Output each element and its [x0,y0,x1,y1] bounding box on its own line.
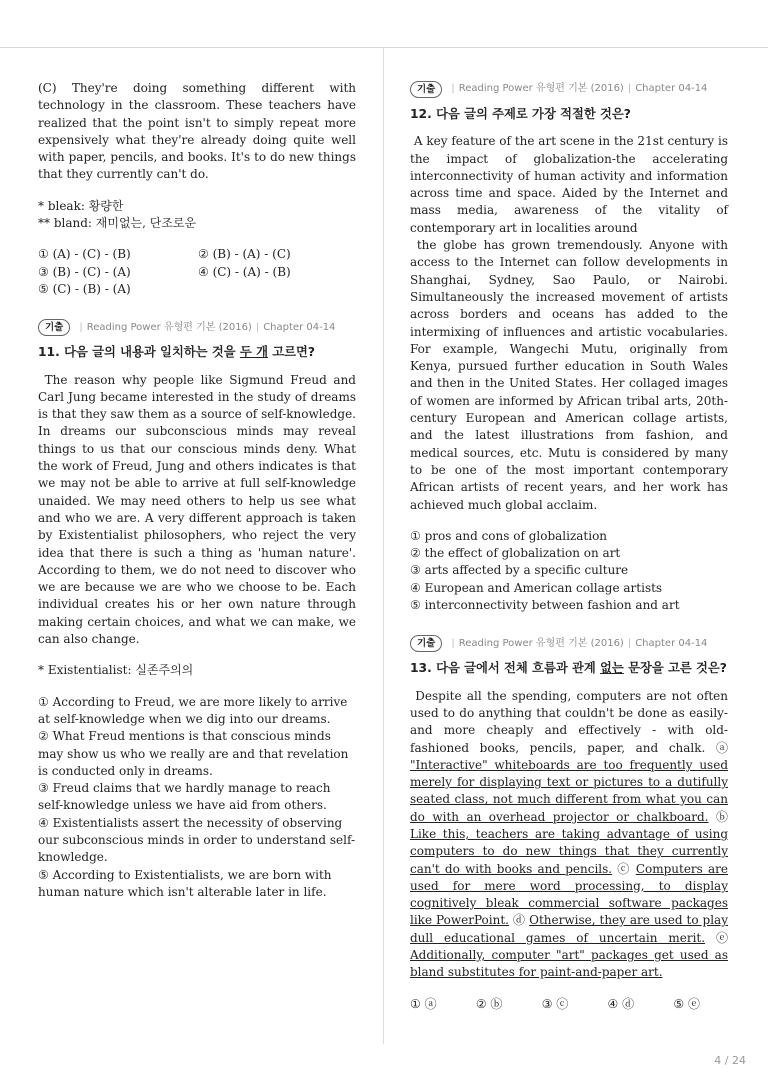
option-item: ① ⓐ [410,996,437,1011]
right-column [410,80,728,1013]
sentence-c: Computers are used for mere word processing, to display cognitively bleak commercial software packages like PowerPoint. [410,861,728,928]
page-number: 4 / 24 [714,1054,746,1067]
q11-title: 11. 다음 글의 내용과 일치하는 것을 두 개 고르면? [38,345,316,360]
option-item: ④ (C) - (A) - (B) [198,264,291,279]
exam-badge: 기출 [410,635,442,652]
option-item: ③ arts affected by a specific culture [410,563,629,578]
q13-source-line: 기출 | Reading Power 유형편 기본 (2016) | Chapter 04-14 [410,634,728,652]
q13-passage: Despite all the spending, computers are not often used to do anything that couldn't be done as easily- and more cheaply and effectively - with old-fashioned books, pencils, paper, and chalk. ⓐ "Interactive" whiteboards are too frequently used merely for displaying text or pictures to a dutifully seated class, not much different from what you can do with an overhead projector or chalkboard. ⓑ Like this, teachers are taking advantage of using computers to do new things that they currently can't do with books and pencils. ⓒ Computers are used for mere word processing, to display cognitively bleak commercial software packages like PowerPoint. ⓓ Otherwise, they are used to play dull educational games of uncertain merit. ⓔ Additionally, computer "art" packages get used as bland substitutes for paint-and-paper art. [410,688,728,980]
chapter-label: Chapter 04-14 [263,321,336,333]
header-rule [0,47,768,48]
q13-title: 13. 다음 글에서 전체 흐름과 관계 없는 문장을 고른 것은? [410,661,727,676]
mark-c: ⓒ [617,861,631,876]
sentence-e: Additionally, computer "art" packages get used as bland substitutes for paint-and-paper art. [410,948,728,980]
column-divider [383,48,384,1044]
option-item: ④ ⓓ [607,996,635,1011]
exam-badge: 기출 [410,81,442,98]
q11-passage: The reason why people like Sigmund Freud and Carl Jung became interested in the study of dreams is that they saw them as a source of self-knowledge. In dreams our subconscious minds may reveal things to us that our conscious minds deny. What the work of Freud, Jung and others indicates is that we may not be able to arrive at full self-knowledge unaided. We may need others to help us see what and who we are. A very different approach is taken by Existentialist philosophers, who reject the very idea that there is such a thing as 'human nature'. According to them, we do not need to discover who we are because we are who we choose to be. Each individual creates his or her own nature through making certain choices, and what we can make, we can also change. [38,372,356,647]
left-column [38,80,356,901]
mark-b: ⓑ [715,809,728,824]
option-item: ② What Freud mentions is that conscious minds may show us who we really are and that revelation is conducted only in dreams. [38,729,349,778]
option-item: ① pros and cons of globalization [410,528,608,543]
q11-footnote: * Existentialist: 실존주의의 [38,663,194,678]
q12-source-line: 기출 | Reading Power 유형편 기본 (2016) | Chapter 04-14 [410,80,728,98]
q11-options [38,694,356,902]
sentence-d: Otherwise, they are used to play dull educational games of uncertain merit. [410,913,728,945]
mark-e: ⓔ [715,930,728,945]
source-label: Reading Power 유형편 기본 (2016) [458,83,624,95]
option-item: ③ Freud claims that we hardly manage to reach self-knowledge unless we have aid from others. [38,781,331,813]
chapter-label: Chapter 04-14 [635,637,708,649]
q12-title: 12. 다음 글의 주제로 가장 적절한 것은? [410,107,631,121]
option-item: ⑤ ⓔ [673,996,700,1011]
chapter-label: Chapter 04-14 [635,83,708,95]
sentence-b: Like this, teachers are taking advantage of using computers to do new things that they currently can't do with books and pencils. [410,826,728,876]
source-label: Reading Power 유형편 기본 (2016) [86,321,252,333]
option-item: ② (B) - (A) - (C) [198,247,291,262]
mark-a: ⓐ [715,740,728,755]
q13-options [410,996,700,1013]
q12-passage-part2: the globe has grown tremendously. Anyone with access to the Internet can follow developments in Shanghai, Sydney, Sao Paulo, or Nairobi. Simultaneously the increased movement of artists across borders and oceans has added to the intermixing of influences and artistic vocabularies. For example, Wangechi Mutu, originally from Kenya, pursued further education in South Wales and then in the United States. Her collaged images of women are informed by African tribal arts, 20th-century European and American collage artists, and the latest illustrations from fashion, and medical sources, etc. Mutu is considered by many to be one of the most important contemporary African artists of recent years, and her work has achieved much global acclaim. [410,238,728,512]
option-item: ① According to Freud, we are more likely to arrive at self-knowledge when we dig into our dreams. [38,694,348,726]
option-item: ⑤ According to Existentialists, we are born with human nature which isn't alterable later in life. [38,867,332,899]
option-item: ② the effect of globalization on art [410,546,621,561]
q10-passage-continuation: (C) They're doing something different with technology in the classroom. These teachers have realized that the point isn't to simply repeat more expensively what they're already doing quite well with paper, pencils, and books. It's to do new things that they currently can't do. [38,81,356,182]
mark-d: ⓓ [512,913,526,928]
option-item: ② ⓑ [475,996,503,1011]
q12-options [410,528,728,614]
option-item: ④ Existentialists assert the necessity of observing our subconscious minds in order to understand self-knowledge. [38,815,356,865]
option-item: ① (A) - (C) - (B) [38,247,131,262]
q11-source-line: 기출 | Reading Power 유형편 기본 (2016) | Chapter 04-14 [38,318,356,336]
exam-badge: 기출 [38,319,70,336]
option-item: ③ (B) - (C) - (A) [38,264,131,279]
source-label: Reading Power 유형편 기본 (2016) [458,637,624,649]
option-item: ④ European and American collage artists [410,580,663,595]
q12-passage-part1: A key feature of the art scene in the 21st century is the impact of globalization-the accelerating interconnectivity of human activity and information across time and space. Aided by the Internet and mass media, awareness of the vitality of contemporary art in localities around [410,134,728,235]
option-item: ⑤ (C) - (B) - (A) [38,281,131,296]
option-item: ⑤ interconnectivity between fashion and art [410,598,680,613]
q10-footnote: ** bland: 재미없는, 단조로운 [38,216,197,231]
sentence-a: "Interactive" whiteboards are too frequently used merely for displaying text or pictures to a dutifully seated class, not much different from what you can do with an overhead projector or chalkboard. [410,757,728,824]
q10-footnote: * bleak: 황량한 [38,198,124,213]
q10-options [38,246,356,298]
option-item: ③ ⓒ [541,996,569,1011]
